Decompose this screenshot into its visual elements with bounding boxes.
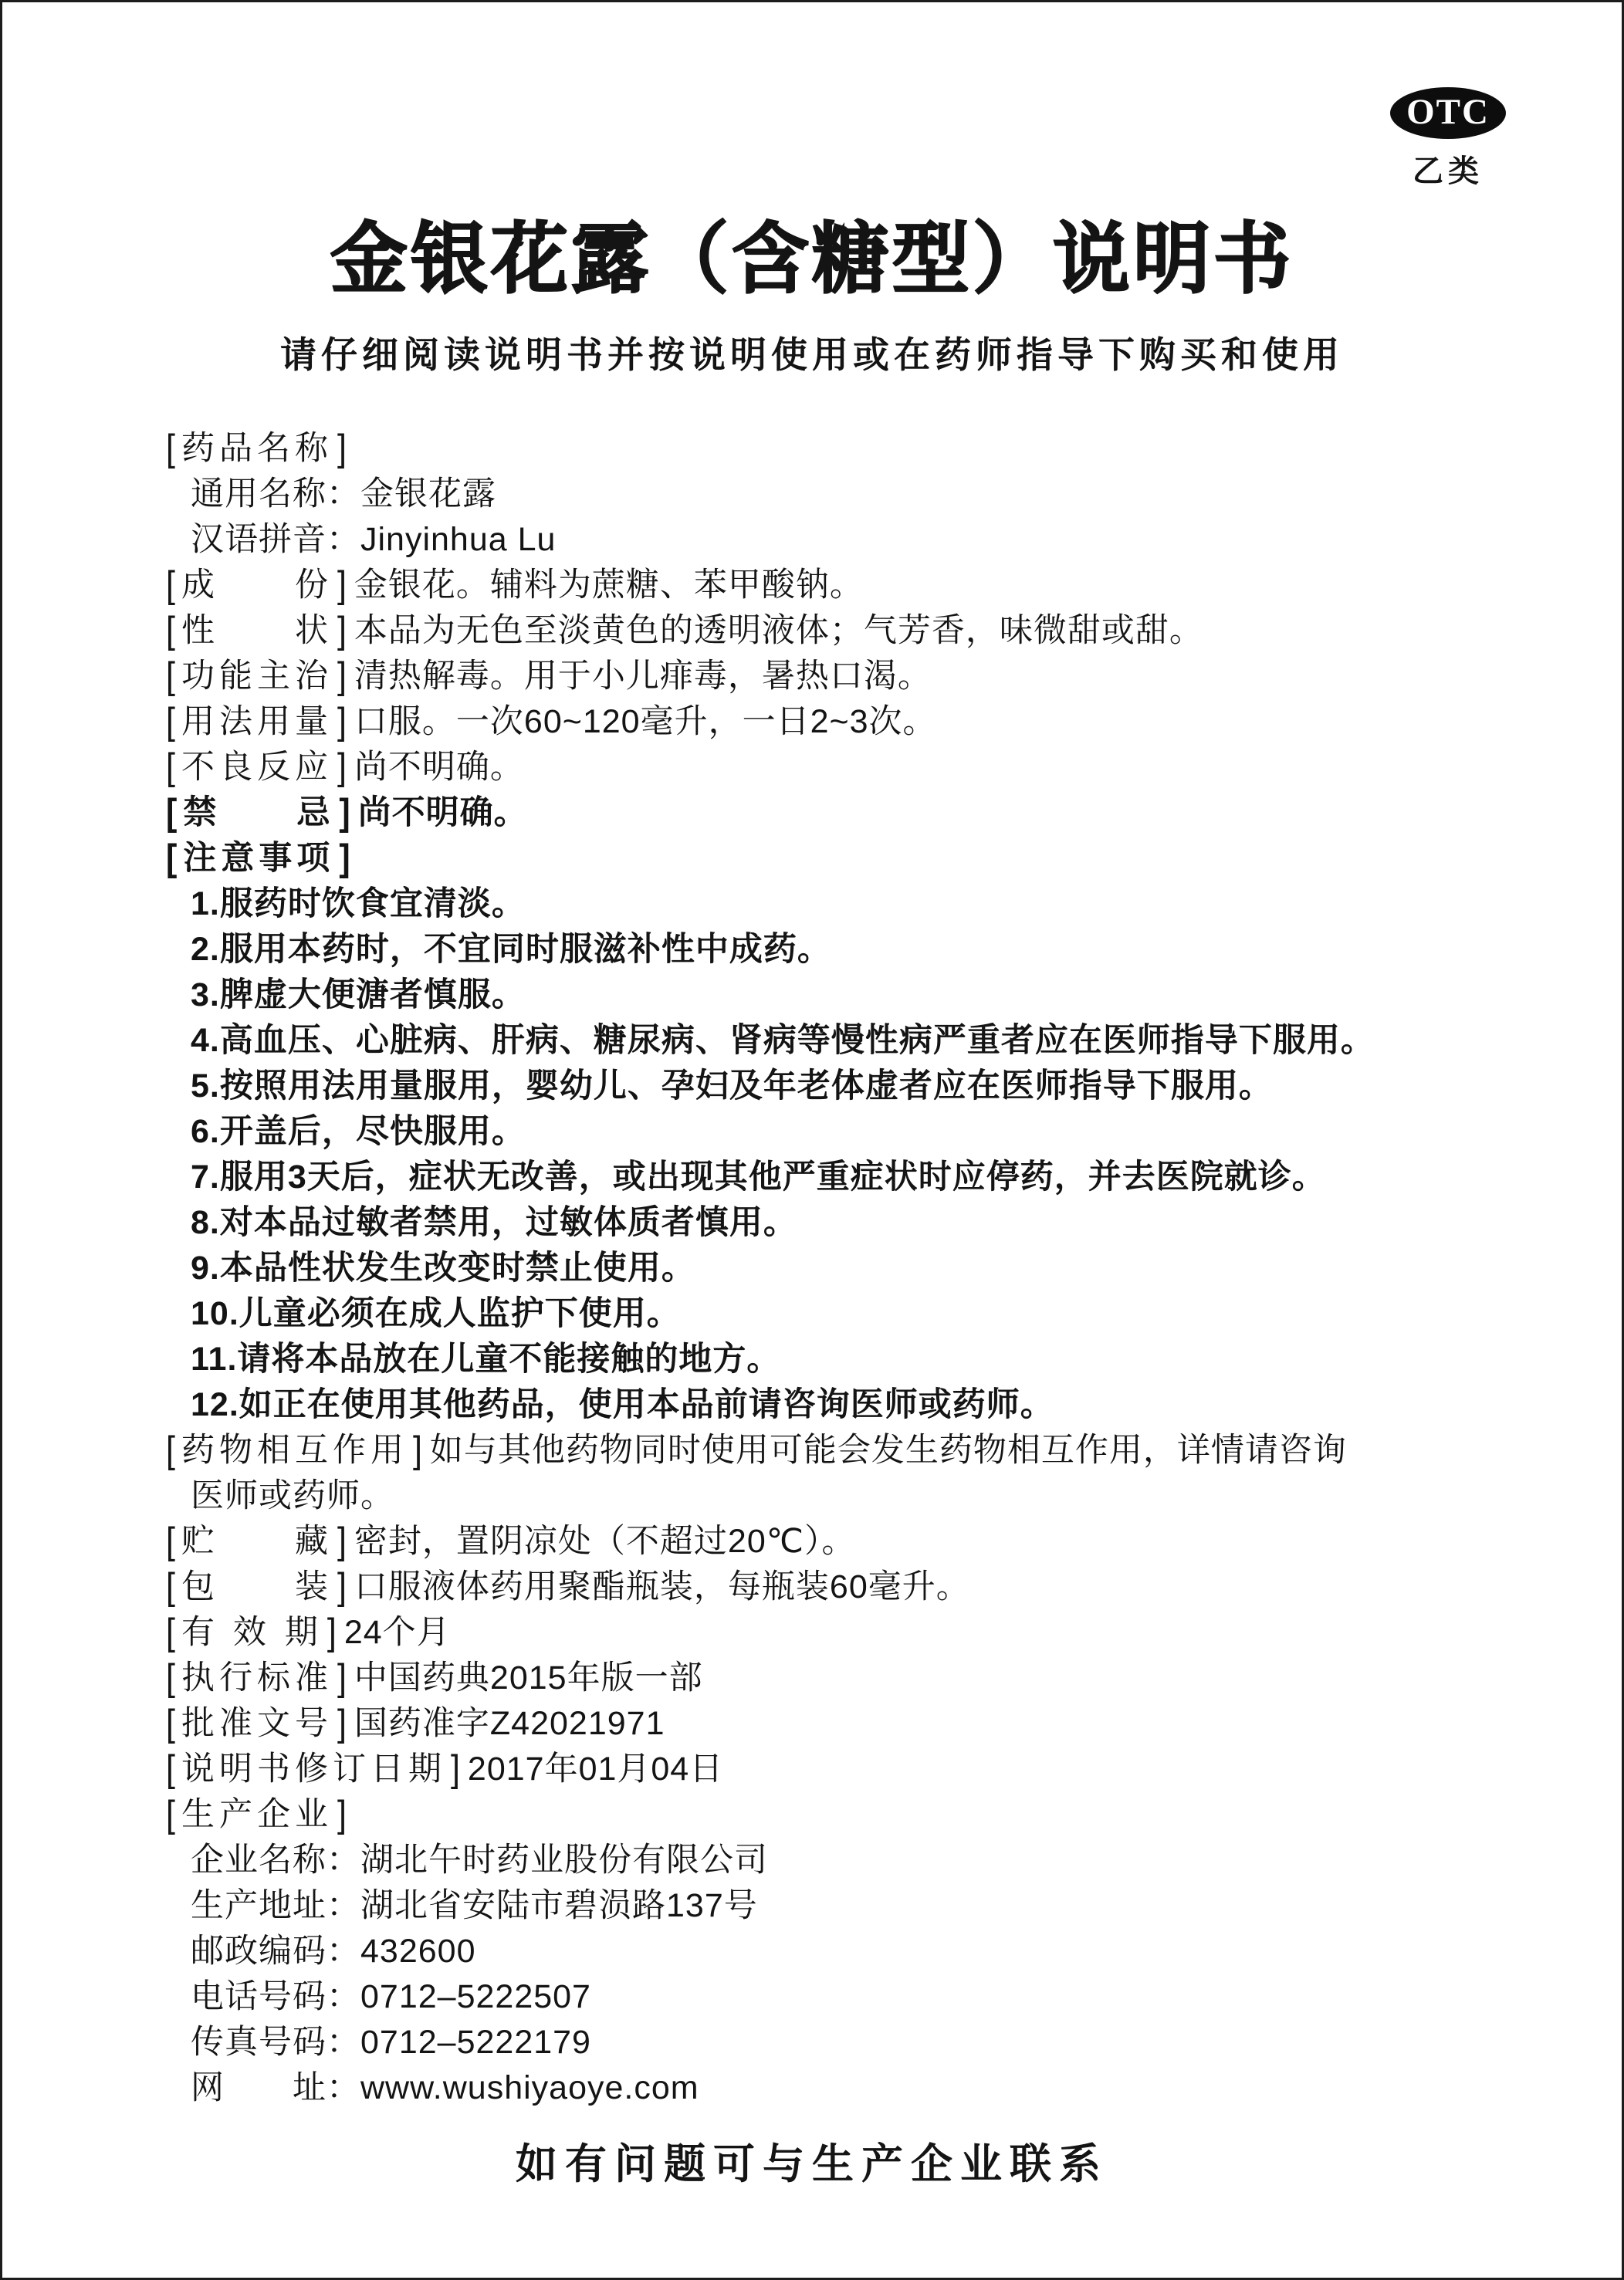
section-label: 药物相互作用 [181, 1432, 408, 1469]
leaflet-line [166, 836, 1541, 881]
page-subtitle: 请仔细阅读说明书并按说明使用或在药师指导下购买和使用 [280, 334, 1344, 375]
bracket-close: ] [337, 1520, 347, 1563]
line-text: 2.服用本药时，不宜同时服滋补性中成药。 [191, 931, 831, 968]
bracket-open: [ [166, 1520, 175, 1563]
line-text: 4.高血压、心脏病、肝病、糖尿病、肾病等慢性病严重者应在医师指导下服用。 [191, 1022, 1375, 1059]
leaflet-line [166, 1155, 1541, 1200]
bracket-close: ] [337, 1656, 347, 1700]
leaflet-line [166, 1656, 1541, 1701]
bracket-open: [ [166, 746, 175, 789]
line-text: 7.服用3天后，症状无改善，或出现其他严重症状时应停药，并去医院就诊。 [191, 1159, 1326, 1196]
section-label: 执行标准 [181, 1659, 333, 1696]
line-text: 通用名称：金银花露 [191, 475, 496, 512]
line-text: 邮政编码：432600 [191, 1933, 476, 1970]
line-text: 密封，置阴凉处（不超过20℃）。 [354, 1523, 856, 1560]
leaflet-line [166, 563, 1541, 608]
leaflet-line [166, 973, 1541, 1018]
section-label: 包 装 [181, 1568, 333, 1605]
bracket-open: [ [166, 1565, 175, 1609]
section-label: 功能主治 [181, 658, 333, 695]
line-text: 9.本品性状发生改变时禁止使用。 [191, 1250, 695, 1287]
line-text: 24个月 [343, 1614, 451, 1651]
leaflet-line [166, 1018, 1541, 1064]
line-text: 电话号码：0712–5222507 [191, 1978, 591, 2015]
leaflet-line [166, 1382, 1541, 1428]
leaflet-line [166, 1473, 1541, 1519]
section-label: 成 份 [181, 567, 333, 604]
line-text: 医师或药师。 [191, 1477, 394, 1514]
bracket-open: [ [166, 427, 175, 470]
bracket-close: ] [337, 609, 347, 652]
leaflet-line [166, 472, 1541, 517]
leaflet-line [166, 1610, 1541, 1656]
line-text: 11.请将本品放在儿童不能接触的地方。 [191, 1341, 781, 1378]
leaflet-line [166, 1929, 1541, 1974]
bracket-open: [ [166, 700, 175, 743]
leaflet-line [166, 1246, 1541, 1291]
line-text: 中国药典2015年版一部 [354, 1659, 703, 1696]
bracket-open: [ [166, 609, 175, 652]
bracket-close: ] [337, 1793, 347, 1836]
section-label: 说明书修订日期 [181, 1751, 446, 1788]
line-text: 3.脾虚大便溏者慎服。 [191, 976, 526, 1013]
bracket-open: [ [166, 1656, 175, 1700]
line-text: 企业名称：湖北午时药业股份有限公司 [191, 1842, 768, 1879]
leaflet-line [166, 1109, 1541, 1155]
otc-category-label: 乙类 [1413, 154, 1484, 188]
leaflet-line [166, 1701, 1541, 1747]
bracket-open: [ [166, 1702, 175, 1745]
bracket-open: [ [166, 1793, 175, 1836]
bracket-close: ] [412, 1429, 422, 1472]
line-text: 网 址：www.wushiyaoye.com [191, 2069, 699, 2106]
bracket-close: ] [337, 563, 347, 607]
leaflet-line [166, 881, 1541, 927]
line-text: 10.儿童必须在成人监护下使用。 [191, 1295, 681, 1332]
line-text: 6.开盖后，尽快服用。 [191, 1113, 526, 1150]
line-text: 尚不明确。 [357, 794, 528, 831]
section-label: 生产企业 [181, 1796, 333, 1833]
bracket-close: ] [450, 1747, 460, 1791]
line-text: 清热解毒。用于小儿痱毒，暑热口渴。 [354, 658, 932, 695]
line-text: 生产地址：湖北省安陆市碧涢路137号 [191, 1887, 758, 1924]
leaflet-line [166, 927, 1541, 973]
leaflet-line [166, 1291, 1541, 1337]
leaflet-line [166, 426, 1541, 472]
bracket-close: ] [337, 1702, 347, 1745]
footer-note: 如有问题可与生产企业联系 [516, 2141, 1108, 2187]
bracket-close: ] [337, 655, 347, 698]
leaflet-line [166, 1337, 1541, 1382]
leaflet-line [166, 2065, 1541, 2111]
leaflet-line [166, 1200, 1541, 1246]
line-text: 本品为无色至淡黄色的透明液体；气芳香，味微甜或甜。 [354, 612, 1203, 649]
bracket-close: ] [339, 791, 350, 834]
line-text: 5.按照用法用量服用，婴幼儿、孕妇及年老体虚者应在医师指导下服用。 [191, 1067, 1273, 1104]
leaflet-line [166, 1792, 1541, 1838]
section-label: 贮 藏 [181, 1523, 333, 1560]
section-label: 性 状 [181, 612, 333, 649]
line-text: 12.如正在使用其他药品，使用本品前请咨询医师或药师。 [191, 1386, 1054, 1423]
section-label: 不良反应 [181, 749, 333, 786]
bracket-open: [ [166, 791, 178, 834]
bracket-close: ] [337, 427, 347, 470]
leaflet-line [166, 608, 1541, 654]
leaflet-line [166, 1974, 1541, 2020]
section-label: 禁 忌 [183, 794, 335, 831]
leaflet-line [166, 654, 1541, 699]
section-label: 药品名称 [181, 430, 333, 467]
leaflet-line [166, 517, 1541, 563]
leaflet-line [166, 1747, 1541, 1792]
section-label: 注意事项 [183, 840, 335, 877]
bracket-open: [ [166, 1611, 175, 1654]
line-text: 1.服药时饮食宜清淡。 [191, 885, 526, 922]
line-text: 2017年01月04日 [467, 1751, 724, 1788]
line-text: 尚不明确。 [354, 749, 524, 786]
line-text: 汉语拼音：Jinyinhua Lu [191, 521, 557, 558]
otc-label: OTC [1406, 92, 1490, 132]
line-text: 如与其他药物同时使用可能会发生药物相互作用，详情请咨询 [429, 1432, 1347, 1469]
bracket-open: [ [166, 655, 175, 698]
leaflet-line [166, 1838, 1541, 1883]
leaflet-line [166, 699, 1541, 745]
bracket-open: [ [166, 1429, 175, 1472]
leaflet-line [166, 745, 1541, 790]
otc-badge [1389, 87, 1507, 191]
leaflet-line [166, 1064, 1541, 1109]
line-text: 国药准字Z42021971 [354, 1705, 665, 1742]
leaflet-line [166, 1883, 1541, 1929]
bracket-close: ] [339, 837, 350, 880]
leaflet-body [166, 426, 1541, 2111]
bracket-open: [ [166, 837, 178, 880]
line-text: 口服。一次60~120毫升，一日2~3次。 [354, 703, 937, 740]
line-text: 金银花。辅料为蔗糖、苯甲酸钠。 [354, 567, 864, 604]
leaflet-line [166, 1519, 1541, 1565]
section-label: 用法用量 [181, 703, 333, 740]
bracket-open: [ [166, 563, 175, 607]
otc-ellipse-icon [1390, 87, 1506, 139]
section-label: 有 效 期 [181, 1614, 323, 1651]
bracket-close: ] [337, 1565, 347, 1609]
leaflet-line [166, 790, 1541, 836]
leaflet-line [166, 1428, 1541, 1473]
section-label: 批准文号 [181, 1705, 333, 1742]
bracket-open: [ [166, 1747, 175, 1791]
bracket-close: ] [337, 746, 347, 789]
bracket-close: ] [326, 1611, 337, 1654]
line-text: 口服液体药用聚酯瓶装，每瓶装60毫升。 [354, 1568, 970, 1605]
leaflet-line [166, 2020, 1541, 2065]
line-text: 传真号码：0712–5222179 [191, 2024, 591, 2061]
bracket-close: ] [337, 700, 347, 743]
leaflet-line [166, 1565, 1541, 1610]
line-text: 8.对本品过敏者禁用，过敏体质者慎用。 [191, 1204, 797, 1241]
page-title: 金银花露（含糖型）说明书 [330, 216, 1294, 303]
